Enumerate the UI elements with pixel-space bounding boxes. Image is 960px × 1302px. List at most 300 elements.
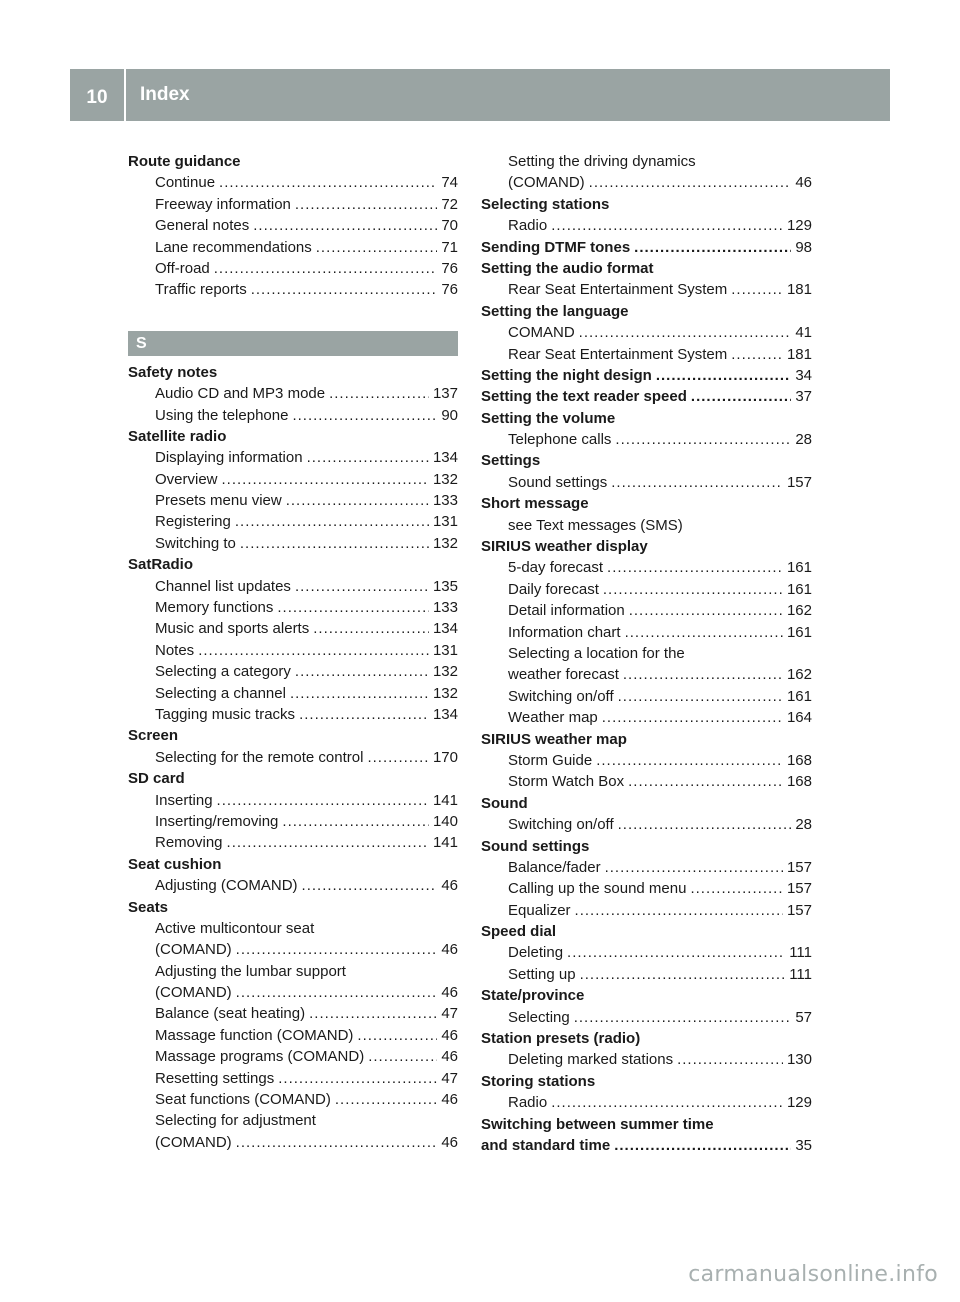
entry-label: Switching on/off [508,687,614,705]
dot-leader [603,579,783,600]
page-reference[interactable]: 46 [441,1133,458,1151]
entry-label: weather forecast [508,666,619,684]
entry-label: see Text messages (SMS) [508,516,683,534]
entry-label: Massage programs (COMAND) [155,1048,365,1066]
entry-label: SD card [128,770,185,788]
dot-leader [292,405,437,426]
entry-label: (COMAND) [155,1133,232,1151]
index-entry[interactable] [128,939,458,960]
index-entry [128,961,458,982]
page-reference[interactable]: 134 [432,449,458,467]
page-reference[interactable]: 46 [441,1091,458,1109]
entry-label: Setting the audio format [481,259,654,277]
entry-label: Rear Seat Entertainment System [508,281,728,299]
page-reference[interactable]: 46 [441,1048,458,1066]
page-reference[interactable]: 41 [795,324,812,342]
index-entry[interactable] [128,1003,458,1024]
dot-leader [282,811,429,832]
page-reference[interactable]: 35 [795,1136,812,1154]
index-heading [481,836,812,857]
entry-label: Using the telephone [155,406,289,424]
index-entry[interactable] [481,900,812,921]
page-reference[interactable]: 133 [432,599,458,617]
entry-label: Setting the language [481,302,629,320]
page-reference[interactable]: 98 [795,238,812,256]
entry-label: SIRIUS weather display [481,538,648,556]
dot-leader [677,1049,783,1070]
index-entry[interactable] [481,1007,812,1028]
page-reference[interactable]: 130 [786,1051,812,1069]
entry-label: Sound settings [481,837,590,855]
page-reference[interactable]: 132 [432,534,458,552]
dot-leader [222,469,429,490]
index-entry[interactable] [481,215,812,236]
index-entry[interactable] [128,469,458,490]
dot-leader [335,1089,437,1110]
index-entry[interactable] [128,533,458,554]
index-entry[interactable] [481,857,812,878]
entry-label: Switching to [155,534,236,552]
index-entry[interactable] [481,579,812,600]
index-entry[interactable] [128,747,458,768]
page-reference[interactable]: 74 [441,174,458,192]
page-reference[interactable]: 157 [786,473,812,491]
index-entry[interactable] [481,707,812,728]
dot-leader [623,664,783,685]
page-reference[interactable]: 133 [432,492,458,510]
page-reference[interactable]: 168 [786,773,812,791]
entry-label: Selecting for the remote control [155,748,364,766]
index-entry[interactable] [128,279,458,300]
index-heading[interactable] [481,365,812,386]
dot-leader [690,878,783,899]
page-reference[interactable]: 157 [786,858,812,876]
index-heading [481,793,812,814]
dot-leader [625,622,783,643]
entry-label: Sending DTMF tones [481,238,631,256]
index-entry[interactable] [481,942,812,963]
index-heading [481,194,812,215]
index-heading [481,408,812,429]
dot-leader [607,557,783,578]
dot-leader [302,875,438,896]
entry-label: Weather map [508,709,598,727]
entry-label: Music and sports alerts [155,620,310,638]
index-entry[interactable] [481,344,812,365]
section-letter: S [128,331,458,356]
page-reference[interactable]: 161 [786,687,812,705]
entry-label: Memory functions [155,599,274,617]
page-reference[interactable]: 162 [786,602,812,620]
index-heading [128,768,458,789]
page-reference[interactable]: 71 [441,238,458,256]
index-entry[interactable] [128,875,458,896]
index-heading [481,921,812,942]
page-reference[interactable]: 129 [786,1094,812,1112]
index-heading [481,1071,812,1092]
dot-leader [217,790,429,811]
dot-leader [227,832,429,853]
entry-label: Storm Guide [508,751,593,769]
dot-leader [295,576,429,597]
page-reference[interactable]: 181 [786,345,812,363]
page-reference[interactable]: 46 [441,941,458,959]
entry-label: Setting the text reader speed [481,388,687,406]
dot-leader [290,683,429,704]
entry-label: Screen [128,727,179,745]
entry-label: Selecting a channel [155,684,286,702]
index-entry[interactable] [481,279,812,300]
dot-leader [605,857,783,878]
dot-leader [611,472,783,493]
entry-label: Deleting [508,944,564,962]
entry-label: Setting up [508,965,576,983]
index-entry[interactable] [481,622,812,643]
index-entry[interactable] [481,472,812,493]
index-entry[interactable] [128,1025,458,1046]
index-entry[interactable] [481,1049,812,1070]
entry-label: Seats [128,898,169,916]
dot-leader [618,686,783,707]
entry-label: Continue [155,174,216,192]
index-heading [481,536,812,557]
page-reference[interactable]: 34 [795,366,812,384]
dot-leader [307,447,429,468]
index-heading [481,450,812,471]
entry-label: Adjusting (COMAND) [155,877,298,895]
index-entry[interactable] [128,832,458,853]
index-heading[interactable] [481,237,812,258]
dot-leader [618,814,792,835]
entry-label: 5-day forecast [508,559,604,577]
entry-label: Inserting/removing [155,812,279,830]
page-reference[interactable]: 137 [432,385,458,403]
index-heading [128,426,458,447]
index-heading [481,493,812,514]
entry-label: State/province [481,987,585,1005]
index-entry[interactable] [128,1132,458,1153]
dot-leader [313,618,429,639]
index-entry[interactable] [128,172,458,193]
entry-label: Seat cushion [128,855,222,873]
entry-label: Notes [155,641,195,659]
index-entry [128,1110,458,1131]
index-column-right [481,151,812,1156]
index-entry[interactable] [128,194,458,215]
entry-label: Safety notes [128,363,218,381]
dot-leader [236,1132,438,1153]
dot-leader [575,900,783,921]
page-reference[interactable]: 164 [786,709,812,727]
index-entry[interactable] [128,704,458,725]
entry-label: Selecting for adjustment [155,1112,316,1130]
index-entry[interactable] [481,172,812,193]
page-number: 10 [70,69,126,121]
entry-label: Lane recommendations [155,238,312,256]
page-reference[interactable]: 76 [441,259,458,277]
dot-leader [551,215,783,236]
index-heading[interactable] [481,1135,812,1156]
dot-leader [580,964,786,985]
dot-leader [236,939,438,960]
entry-label: Sound settings [508,473,608,491]
page-header [70,69,890,121]
entry-label: Information chart [508,623,621,641]
page-reference[interactable]: 141 [432,791,458,809]
index-heading [481,729,812,750]
dot-leader [551,1092,783,1113]
index-heading [481,985,812,1006]
index-entry [481,151,812,172]
entry-label: Switching on/off [508,816,614,834]
page-reference[interactable]: 161 [786,623,812,641]
entry-label: Selecting a location for the [508,644,685,662]
page-reference[interactable]: 37 [795,388,812,406]
index-entry[interactable] [128,511,458,532]
dot-leader [731,344,783,365]
page-reference[interactable]: 181 [786,281,812,299]
page-reference[interactable]: 90 [441,406,458,424]
entry-label: Daily forecast [508,580,599,598]
page-reference[interactable]: 57 [795,1008,812,1026]
dot-leader [656,365,791,386]
entry-label: Deleting marked stations [508,1051,674,1069]
index-entry[interactable] [128,1068,458,1089]
entry-label: Switching between summer time [481,1115,714,1133]
index-entry[interactable] [128,1046,458,1067]
dot-leader [236,982,438,1003]
page-reference[interactable]: 131 [432,513,458,531]
dot-leader [731,279,783,300]
index-entry[interactable] [128,597,458,618]
dot-leader [634,237,791,258]
index-entry [481,515,812,536]
dot-leader [235,511,429,532]
index-column-left [128,151,458,1153]
page-reference[interactable]: 168 [786,751,812,769]
entry-label: Sound [481,794,528,812]
entry-label: Settings [481,452,541,470]
entry-label: Speed dial [481,923,557,941]
index-entry[interactable] [481,429,812,450]
entry-label: Presets menu view [155,492,282,510]
index-entry[interactable] [128,237,458,258]
entry-label: (COMAND) [155,941,232,959]
page-reference[interactable]: 170 [432,748,458,766]
entry-label: Route guidance [128,153,241,170]
entry-label: General notes [155,217,250,235]
index-entry[interactable] [481,557,812,578]
entry-label: Satellite radio [128,427,227,445]
index-entry [481,643,812,664]
dot-leader [614,1135,791,1156]
entry-label: Selecting stations [481,195,610,213]
index-entry[interactable] [128,576,458,597]
index-entry[interactable] [128,618,458,639]
entry-label: Telephone calls [508,431,612,449]
entry-label: Registering [155,513,231,531]
dot-leader [295,661,429,682]
dot-leader [628,771,783,792]
page-title: Index [140,84,190,105]
index-heading [481,1028,812,1049]
entry-label: Resetting settings [155,1069,275,1087]
page-reference[interactable]: 132 [432,684,458,702]
entry-label: and standard time [481,1136,611,1154]
index-entry[interactable] [481,1092,812,1113]
page-reference[interactable]: 111 [789,965,812,983]
dot-leader [357,1025,437,1046]
index-heading [128,897,458,918]
entry-label: Freeway information [155,195,291,213]
dot-leader [299,704,429,725]
index-entry[interactable] [128,405,458,426]
dot-leader [567,942,785,963]
page-reference[interactable]: 162 [786,666,812,684]
watermark: carmanualsonline.info [688,1262,938,1287]
entry-label: Off-road [155,259,210,277]
dot-leader [219,172,437,193]
index-heading [128,725,458,746]
page-reference[interactable]: 140 [432,812,458,830]
index-entry[interactable] [481,664,812,685]
dot-leader [367,747,429,768]
dot-leader [251,279,438,300]
dot-leader [579,322,792,343]
entry-label: Selecting a category [155,663,291,681]
page-reference[interactable]: 157 [786,901,812,919]
page-reference[interactable]: 72 [441,195,458,213]
entry-label: Balance (seat heating) [155,1005,306,1023]
page-reference[interactable]: 70 [441,217,458,235]
entry-label: Traffic reports [155,281,247,299]
page-reference[interactable]: 161 [786,580,812,598]
index-entry[interactable] [128,790,458,811]
page-reference[interactable]: 161 [786,559,812,577]
dot-leader [253,215,437,236]
page-reference[interactable]: 111 [789,944,812,962]
index-entry[interactable] [481,771,812,792]
index-entry[interactable] [481,750,812,771]
entry-label: Setting the volume [481,409,616,427]
index-entry[interactable] [128,683,458,704]
page-reference[interactable]: 134 [432,705,458,723]
index-entry[interactable] [128,383,458,404]
index-heading[interactable] [481,386,812,407]
page-reference[interactable]: 131 [432,641,458,659]
page-reference[interactable]: 46 [441,1026,458,1044]
dot-leader [574,1007,792,1028]
index-entry[interactable] [128,490,458,511]
entry-label: Removing [155,834,223,852]
index-entry[interactable] [481,322,812,343]
index-heading [481,258,812,279]
index-entry[interactable] [128,1089,458,1110]
index-entry[interactable] [128,811,458,832]
page-reference[interactable]: 47 [441,1069,458,1087]
entry-label: Adjusting the lumbar support [155,962,346,980]
page-reference[interactable]: 47 [441,1005,458,1023]
dot-leader [316,237,438,258]
entry-label: Inserting [155,791,213,809]
page-reference[interactable]: 46 [795,174,812,192]
page-reference[interactable]: 28 [795,431,812,449]
entry-label: Setting the driving dynamics [508,153,696,170]
dot-leader [629,600,783,621]
entry-label: Displaying information [155,449,303,467]
entry-label: (COMAND) [508,174,585,192]
dot-leader [277,597,429,618]
entry-label: Selecting [508,1008,570,1026]
index-entry[interactable] [128,215,458,236]
page-reference[interactable]: 46 [441,984,458,1002]
index-heading [481,1114,812,1135]
index-entry[interactable] [481,878,812,899]
page-reference[interactable]: 28 [795,816,812,834]
entry-label: SIRIUS weather map [481,730,627,748]
index-entry[interactable] [481,600,812,621]
dot-leader [198,640,429,661]
index-heading [128,151,458,172]
dot-leader [589,172,792,193]
page-reference[interactable]: 46 [441,877,458,895]
dot-leader [240,533,429,554]
entry-label: Active multicontour seat [155,919,315,937]
index-entry[interactable] [481,964,812,985]
dot-leader [602,707,783,728]
index-heading [128,854,458,875]
dot-leader [295,194,437,215]
index-entry[interactable] [128,447,458,468]
dot-leader [691,386,791,407]
entry-label: Station presets (radio) [481,1030,641,1048]
page-reference[interactable]: 129 [786,217,812,235]
index-entry[interactable] [128,982,458,1003]
dot-leader [278,1068,437,1089]
spacer [128,301,458,320]
page-reference[interactable]: 141 [432,834,458,852]
entry-label: Storm Watch Box [508,773,625,791]
index-heading [128,554,458,575]
index-heading [128,362,458,383]
page-reference[interactable]: 76 [441,281,458,299]
entry-label: SatRadio [128,556,194,574]
dot-leader [615,429,791,450]
page-reference[interactable]: 157 [786,880,812,898]
page-reference[interactable]: 132 [432,663,458,681]
entry-label: Massage function (COMAND) [155,1026,354,1044]
dot-leader [286,490,429,511]
page-reference[interactable]: 132 [432,470,458,488]
dot-leader [596,750,783,771]
index-entry[interactable] [128,640,458,661]
dot-leader [329,383,429,404]
index-entry[interactable] [481,814,812,835]
index-heading [481,301,812,322]
page-reference[interactable]: 134 [432,620,458,638]
page-reference[interactable]: 135 [432,577,458,595]
index-entry[interactable] [128,661,458,682]
entry-label: Equalizer [508,901,571,919]
entry-label: Overview [155,470,218,488]
dot-leader [368,1046,437,1067]
index-entry[interactable] [128,258,458,279]
entry-label: COMAND [508,324,575,342]
entry-label: Detail information [508,602,625,620]
entry-label: Radio [508,217,548,235]
entry-label: Setting the night design [481,366,652,384]
index-entry[interactable] [481,686,812,707]
